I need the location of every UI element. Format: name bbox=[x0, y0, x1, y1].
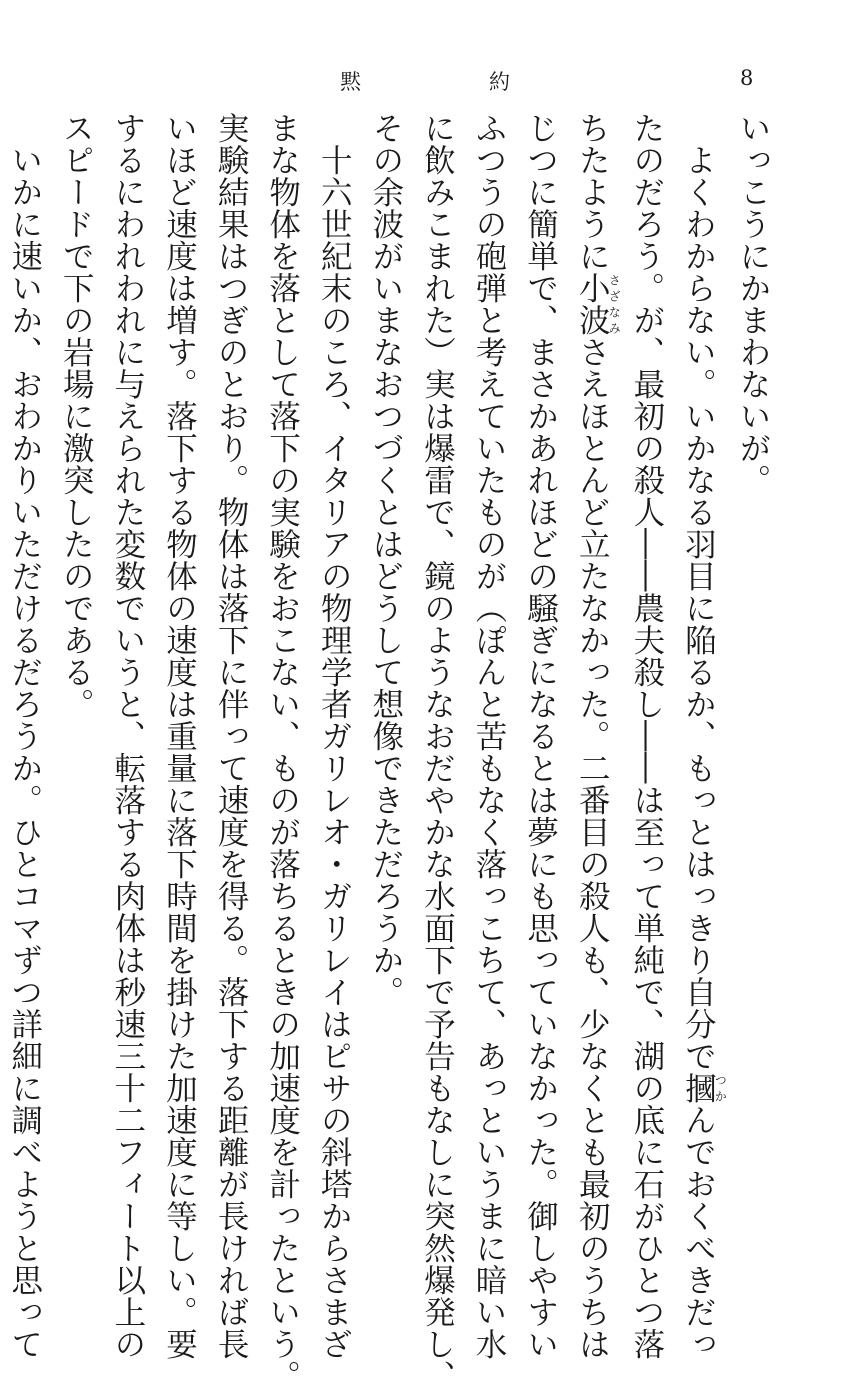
text-segment: ふつうの砲弾と考えていたものが（ぽんと苦もなく落っこちて、あっというまに暗い水 bbox=[471, 112, 508, 1360]
page-number: 8 bbox=[740, 66, 754, 90]
text-segment: いかに速いか、おわかりいただけるだろうか。ひとコマずつ詳細に調べようと思って bbox=[6, 112, 43, 1360]
ruby-base: 摑 bbox=[680, 1072, 717, 1104]
text-line bbox=[620, 112, 672, 1360]
text-line bbox=[308, 112, 360, 1360]
ruby-base: 小波 bbox=[574, 272, 611, 336]
text-line bbox=[726, 112, 778, 1122]
text-segment: ちたように bbox=[574, 112, 611, 272]
text-segment: その余波がいまなおつづくとはどうして想像できただろうか。 bbox=[367, 112, 404, 1008]
text-segment: 実験結果はつぎのとおり。物体は落下に伴って速度を得る。落下する距離が長ければ長 bbox=[213, 112, 250, 1360]
text-segment: 十六世紀末のころ、イタリアの物理学者ガリレオ・ガリレイはピサの斜塔からさまざ bbox=[316, 112, 353, 1360]
body-text bbox=[6, 112, 778, 1392]
ruby-reading: さざなみ bbox=[607, 272, 622, 336]
ruby-annotation bbox=[680, 1072, 728, 1104]
text-segment: よくわからない。いかなる羽目に陥るか、もっとはっきり自分で bbox=[680, 112, 717, 1072]
text-line bbox=[359, 112, 411, 1122]
text-line bbox=[204, 112, 256, 1360]
text-line bbox=[0, 112, 50, 1360]
ruby-annotation bbox=[574, 272, 622, 336]
text-segment: じつに簡単で、まさかあれほどの騒ぎになるとは夢にも思っていなかった。御しやすい bbox=[522, 112, 559, 1360]
text-segment: に飲みこまれた）実は爆雷で、鏡のようなおだやかな水面下で予告もなしに突然爆発し、 bbox=[419, 112, 456, 1392]
text-segment: スピードで下の岩場に激突したのである。 bbox=[58, 112, 95, 720]
text-segment: さえほとんど立たなかった。二番目の殺人も、少なくとも最初のうちは bbox=[574, 336, 611, 1360]
text-segment: たのだろう。が、最初の殺人――農夫殺し――は至って単純で、湖の底に石がひとつ落 bbox=[628, 112, 665, 1360]
text-line bbox=[153, 112, 205, 1360]
text-segment: いほど速度は増す。落下する物体の速度は重量に落下時間を掛けた加速度に等しい。要 bbox=[161, 112, 198, 1360]
header-title-char: 黙 bbox=[340, 70, 361, 94]
header-title-char: 約 bbox=[489, 70, 510, 94]
text-line bbox=[50, 112, 102, 1122]
ruby-reading: つか bbox=[713, 1072, 728, 1104]
text-line bbox=[566, 112, 622, 1360]
text-line bbox=[462, 112, 514, 1360]
text-line bbox=[411, 112, 463, 1392]
text-line bbox=[514, 112, 566, 1360]
text-line bbox=[672, 112, 728, 1360]
text-line bbox=[256, 112, 308, 1392]
text-segment: するにわれわれに与えられた変数でいうと、転落する肉体は秒速三十二フィート以上の bbox=[109, 112, 146, 1360]
running-header-title bbox=[340, 66, 510, 96]
text-line bbox=[101, 112, 153, 1360]
text-segment: まな物体を落として落下の実験をおこない、ものが落ちるときの加速度を計ったという。 bbox=[264, 112, 301, 1392]
text-segment: いっこうにかまわないが。 bbox=[735, 112, 771, 496]
text-segment: んでおくべきだっ bbox=[680, 1104, 717, 1360]
